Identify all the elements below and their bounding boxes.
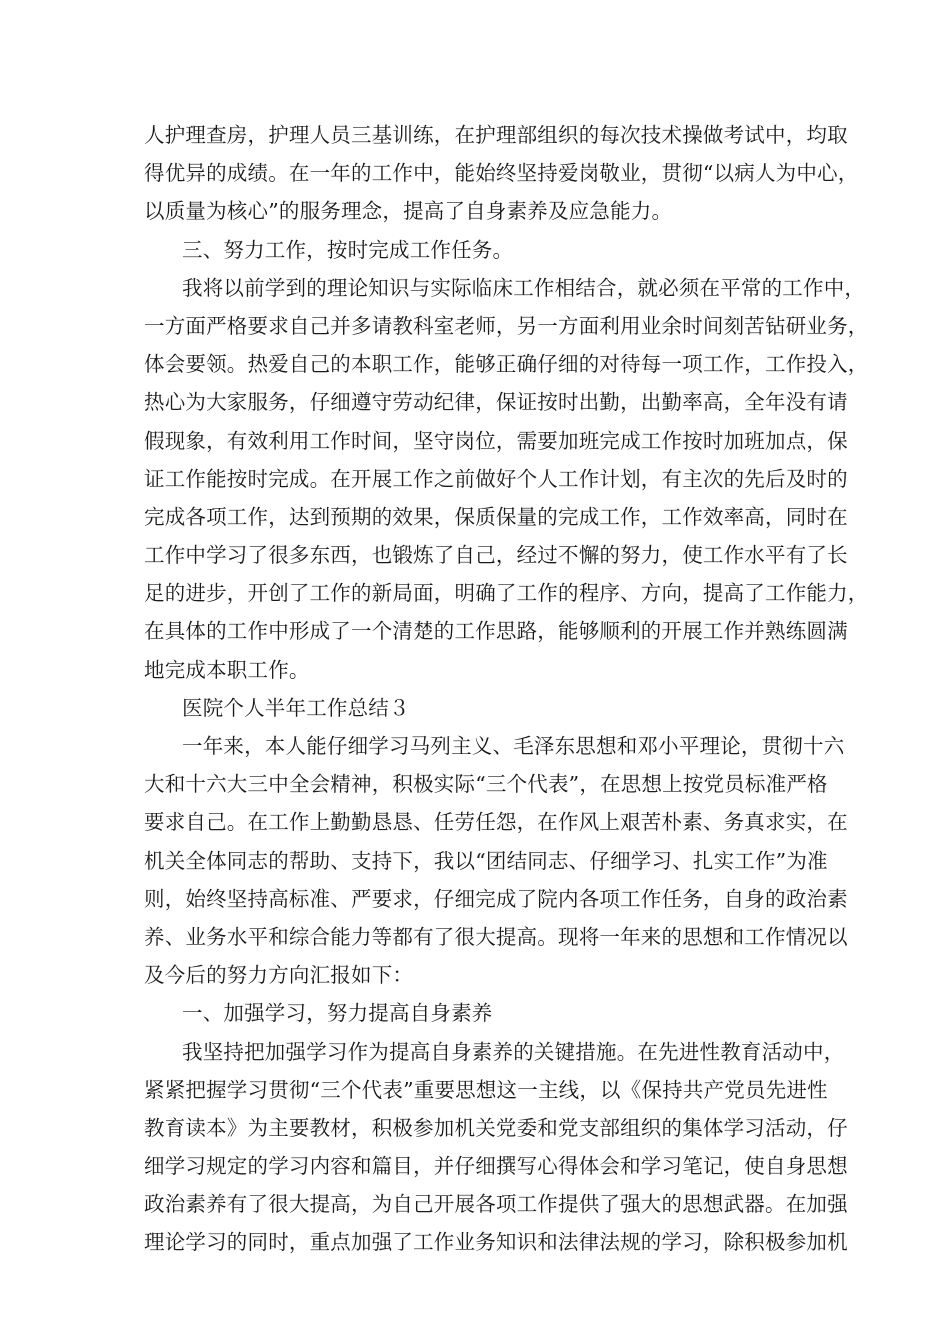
text-line: 一方面严格要求自己并多请教科室老师，另一方面利用业余时间刻苦钻研业务， — [144, 313, 869, 338]
text-line: 我将以前学到的理论知识与实际临床工作相结合，就必须在平常的工作中， — [182, 275, 866, 300]
text-line: 地完成本职工作。 — [144, 657, 310, 682]
text-line: 一年来，本人能仔细学习马列主义、毛泽东思想和邓小平理论，贯彻十六 — [182, 734, 845, 758]
text-line: 足的进步，开创了工作的新局面，明确了工作的程序、方向，提高了工作能力， — [144, 581, 869, 606]
text-line: 证工作能按时完成。在开展工作之前做好个人工作计划，有主次的先后及时的 — [144, 466, 848, 491]
text-line: 假现象，有效利用工作时间，坚守岗位，需要加班完成工作按时加班加点，保 — [144, 428, 848, 453]
text-line: 医院个人半年工作总结３ — [182, 695, 410, 720]
text-line: 以质量为核心”的服务理念，提高了自身素养及应急能力。 — [144, 199, 673, 224]
text-line: 体会要领。热爱自己的本职工作，能够正确仔细的对待每一项工作，工作投入， — [144, 352, 869, 377]
text-line: 细学习规定的学习内容和篇目，并仔细撰写心得体会和学习笔记，使自身思想 — [144, 1154, 848, 1179]
text-line: 教育读本》为主要教材，积极参加机关党委和党支部组织的集体学习活动，仔 — [144, 1115, 848, 1140]
text-line: 三、努力工作，按时完成工作任务。 — [182, 237, 514, 262]
text-line: 紧紧把握学习贯彻“三个代表”重要思想这一主线，以《保持共产党员先进性 — [144, 1077, 828, 1102]
text-line: 我坚持把加强学习作为提高自身素养的关键措施。在先进性教育活动中， — [182, 1039, 845, 1064]
text-line: 则，始终坚持高标准、严要求，仔细完成了院内各项工作任务，自身的政治素 — [144, 886, 848, 911]
text-line: 得优异的成绩。在一年的工作中，能始终坚持爱岗敬业，贯彻“以病人为中心， — [144, 161, 859, 186]
text-line: 及今后的努力方向汇报如下： — [144, 963, 414, 988]
text-line: 要求自己。在工作上勤勤恳恳、任劳任怨，在作风上艰苦朴素、务真求实，在 — [144, 810, 848, 835]
text-line: 理论学习的同时，重点加强了工作业务知识和法律法规的学习，除积极参加机 — [144, 1230, 848, 1255]
text-line: 一、加强学习，努力提高自身素养 — [182, 1001, 493, 1026]
document-page — [144, 116, 869, 1262]
text-line: 机关全体同志的帮助、支持下，我以“团结同志、仔细学习、扎实工作”为准 — [144, 848, 828, 873]
text-line: 人护理查房，护理人员三基训练，在护理部组织的每次技术操做考试中，均取 — [144, 123, 848, 147]
text-line: 热心为大家服务，仔细遵守劳动纪律，保证按时出勤，出勤率高，全年没有请 — [144, 390, 848, 415]
text-line: 完成各项工作，达到预期的效果，保质保量的完成工作，工作效率高，同时在 — [144, 504, 848, 529]
text-line: 大和十六大三中全会精神，积极实际“三个代表”，在思想上按党员标准严格 — [144, 772, 828, 797]
text-line: 政治素养有了很大提高，为自己开展各项工作提供了强大的思想武器。在加强 — [144, 1192, 848, 1217]
text-line: 养、业务水平和综合能力等都有了很大提高。现将一年来的思想和工作情况以 — [144, 924, 848, 949]
text-line: 工作中学习了很多东西，也锻炼了自己，经过不懈的努力，使工作水平有了长 — [144, 543, 848, 568]
text-line: 在具体的工作中形成了一个清楚的工作思路，能够顺利的开展工作并熟练圆满 — [144, 619, 848, 644]
